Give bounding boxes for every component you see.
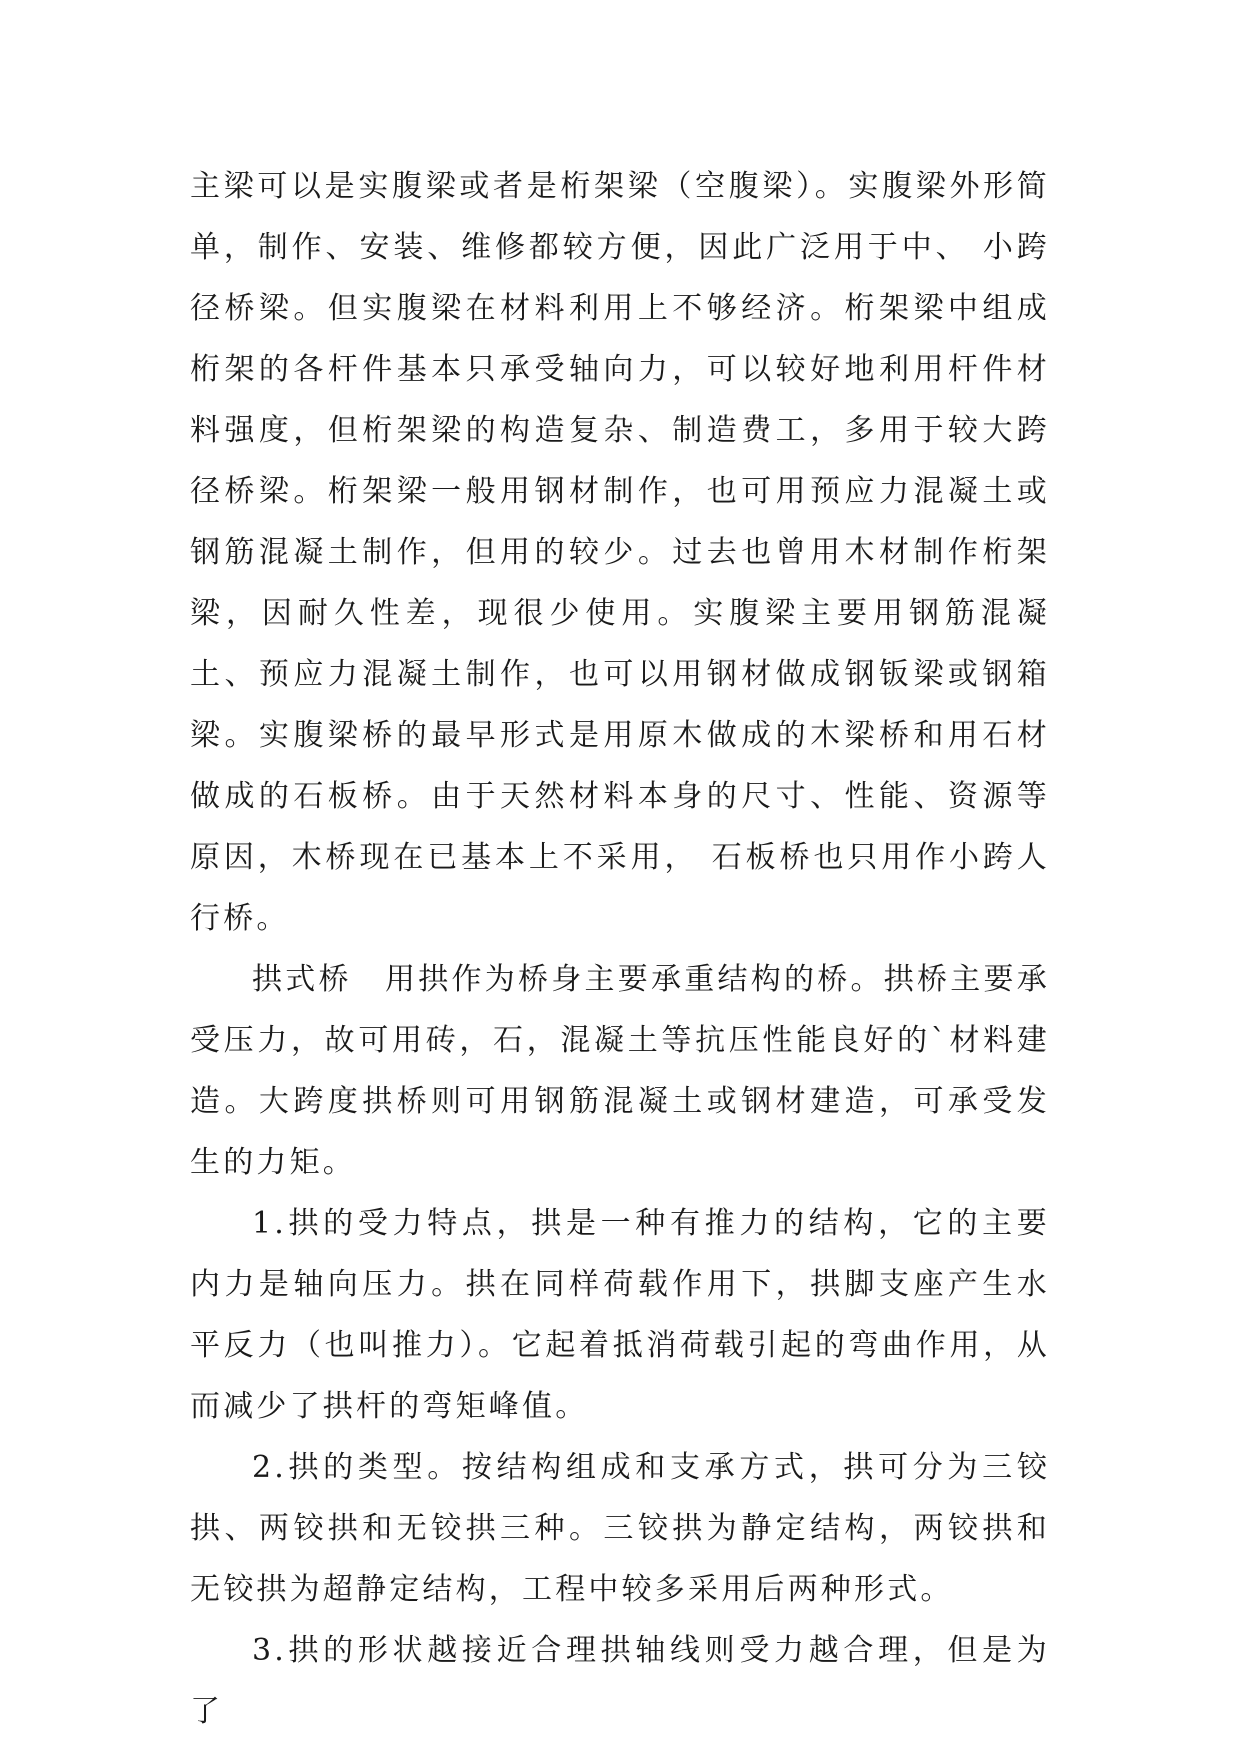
paragraph-arch-types: 2.拱的类型。按结构组成和支承方式，拱可分为三铰拱、两铰拱和无铰拱三种。三铰拱为静定结构，两铰拱和无铰拱为超静定结构，工程中较多采用后两种形式。: [190, 1450, 1050, 1607]
paragraph-arch-shape: 3.拱的形状越接近合理拱轴线则受力越合理，但是为了: [190, 1633, 1050, 1729]
paragraph-beam-bridges: 主梁可以是实腹梁或者是桁架梁（空腹梁）。实腹梁外形简单，制作、安装、维修都较方便，因此广泛用于中、 小跨径桥梁。但实腹梁在材料利用上不够经济。桁架梁中组成桁架的各杆件基本只承受轴向力，可以较好地利用杆件材料强度，但桁架梁的构造复杂、制造费工，多用于较大跨径桥梁。桁架梁一般用钢材制作，也可用预应力混凝土或钢筋混凝土制作，但用的较少。过去也曾用木材制作桁架梁，因耐久性差，现很少使用。实腹梁主要用钢筋混凝土、预应力混凝土制作，也可以用钢材做成钢钣梁或钢箱梁。实腹梁桥的最早形式是用原木做成的木梁桥和用石材做成的石板桥。由于天然材料本身的尺寸、性能、资源等原因，木桥现在已基本上不采用， 石板桥也只用作小跨人行桥。: [190, 169, 1050, 936]
paragraph-arch-bridges: 拱式桥 用拱作为桥身主要承重结构的桥。拱桥主要承受压力，故可用砖，石，混凝土等抗压性能良好的`材料建造。大跨度拱桥则可用钢筋混凝土或钢材建造，可承受发生的力矩。: [190, 962, 1050, 1180]
document-page: [190, 156, 1050, 1742]
paragraph-arch-force-characteristics: 1.拱的受力特点，拱是一种有推力的结构，它的主要内力是轴向压力。拱在同样荷载作用下，拱脚支座产生水平反力（也叫推力）。它起着抵消荷载引起的弯曲作用，从而减少了拱杆的弯矩峰值。: [190, 1206, 1050, 1424]
